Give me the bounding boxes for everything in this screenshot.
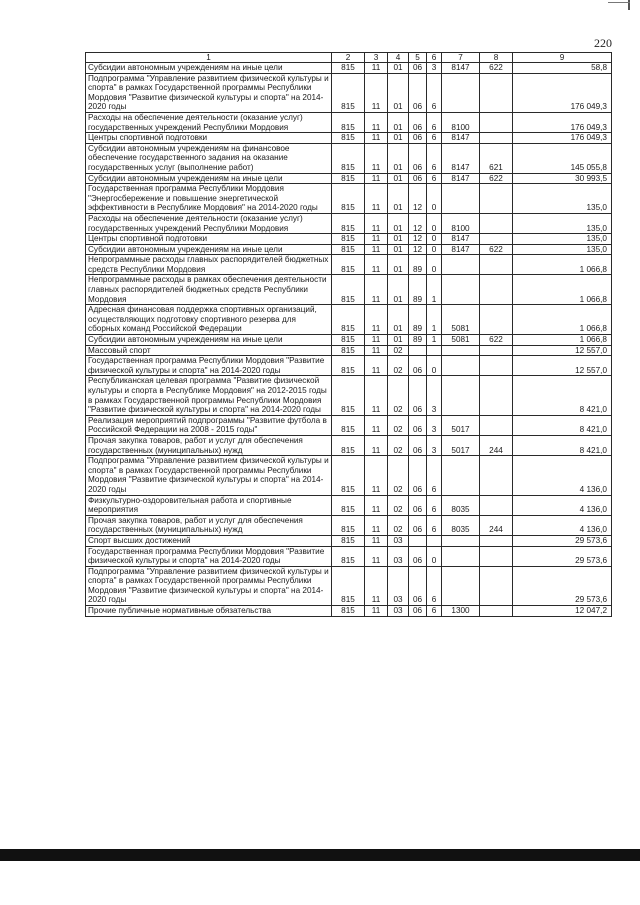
row-code-cell: 815 (332, 73, 365, 112)
row-name-cell: Субсидии автономным учреждениям на финансовое обеспечение государственного задания на оказание государственных услуг (выполнение работ) (86, 143, 332, 173)
scan-bottom-band (0, 849, 640, 861)
row-name-cell: Адресная финансовая поддержка спортивных организаций, осуществляющих подготовку спортивного резерва для сборных команд Российской Федерации (86, 305, 332, 335)
table-row (86, 184, 612, 214)
row-subprogram-cell: 6 (427, 566, 442, 605)
column-header: 4 (388, 53, 409, 63)
row-program-cell: 06 (409, 63, 427, 74)
row-amount-cell: 29 573,6 (513, 566, 612, 605)
row-name-cell: Центры спортивной подготовки (86, 234, 332, 245)
row-program-cell: 89 (409, 335, 427, 346)
row-subsection-cell: 03 (388, 535, 409, 546)
row-article-cell: 5017 (442, 435, 480, 455)
row-amount-cell: 135,0 (513, 234, 612, 245)
row-expense-type-cell (480, 415, 513, 435)
row-amount-cell: 4 136,0 (513, 456, 612, 495)
row-expense-type-cell: 622 (480, 173, 513, 184)
row-program-cell: 06 (409, 133, 427, 144)
column-header: 6 (427, 53, 442, 63)
row-name-cell: Прочие публичные нормативные обязательства (86, 606, 332, 617)
row-program-cell: 12 (409, 184, 427, 214)
row-code-cell: 815 (332, 63, 365, 74)
row-amount-cell: 8 421,0 (513, 376, 612, 415)
row-article-cell: 8100 (442, 112, 480, 132)
row-amount-cell: 1 066,8 (513, 335, 612, 346)
row-name-cell: Государственная программа Республики Мордовия "Развитие физической культуры и спорта" на 2014-2020 годы (86, 356, 332, 376)
row-section-cell: 11 (365, 345, 388, 356)
row-subsection-cell: 02 (388, 376, 409, 415)
row-subprogram-cell: 1 (427, 275, 442, 305)
table-row (86, 305, 612, 335)
row-article-cell (442, 255, 480, 275)
row-article-cell (442, 356, 480, 376)
column-header: 1 (86, 53, 332, 63)
row-section-cell: 11 (365, 143, 388, 173)
row-amount-cell: 12 047,2 (513, 606, 612, 617)
row-code-cell: 815 (332, 255, 365, 275)
row-expense-type-cell (480, 73, 513, 112)
row-subsection-cell: 02 (388, 356, 409, 376)
row-name-cell: Физкультурно-оздоровительная работа и спортивные мероприятия (86, 495, 332, 515)
row-program-cell: 06 (409, 112, 427, 132)
row-article-cell (442, 535, 480, 546)
row-code-cell: 815 (332, 456, 365, 495)
row-article-cell: 5081 (442, 335, 480, 346)
row-section-cell: 11 (365, 356, 388, 376)
row-article-cell: 8147 (442, 133, 480, 144)
row-program-cell: 12 (409, 244, 427, 255)
table-row (86, 566, 612, 605)
row-program-cell: 06 (409, 73, 427, 112)
row-name-cell: Массовый спорт (86, 345, 332, 356)
row-expense-type-cell (480, 133, 513, 144)
column-header: 2 (332, 53, 365, 63)
row-subprogram-cell: 0 (427, 546, 442, 566)
table-row (86, 495, 612, 515)
row-code-cell: 815 (332, 345, 365, 356)
row-name-cell: Прочая закупка товаров, работ и услуг для обеспечения государственных (муниципальных) нужд (86, 435, 332, 455)
row-article-cell: 8147 (442, 234, 480, 245)
row-subsection-cell: 01 (388, 305, 409, 335)
row-expense-type-cell: 244 (480, 435, 513, 455)
row-program-cell (409, 535, 427, 546)
row-subsection-cell: 01 (388, 73, 409, 112)
row-subprogram-cell: 1 (427, 335, 442, 346)
row-section-cell: 11 (365, 275, 388, 305)
row-subprogram-cell: 6 (427, 112, 442, 132)
row-program-cell: 89 (409, 275, 427, 305)
row-article-cell (442, 345, 480, 356)
row-amount-cell: 8 421,0 (513, 415, 612, 435)
row-name-cell: Прочая закупка товаров, работ и услуг для обеспечения государственных (муниципальных) нужд (86, 515, 332, 535)
row-article-cell (442, 456, 480, 495)
row-section-cell: 11 (365, 535, 388, 546)
row-program-cell (409, 345, 427, 356)
row-section-cell: 11 (365, 566, 388, 605)
column-header: 7 (442, 53, 480, 63)
row-expense-type-cell (480, 275, 513, 305)
row-subprogram-cell: 0 (427, 255, 442, 275)
table-row (86, 376, 612, 415)
row-article-cell (442, 376, 480, 415)
row-subprogram-cell: 0 (427, 184, 442, 214)
row-expense-type-cell (480, 345, 513, 356)
row-expense-type-cell: 622 (480, 335, 513, 346)
row-subprogram-cell: 6 (427, 606, 442, 617)
row-amount-cell: 12 557,0 (513, 356, 612, 376)
row-expense-type-cell (480, 356, 513, 376)
row-name-cell: Субсидии автономным учреждениям на иные цели (86, 173, 332, 184)
row-article-cell: 8147 (442, 244, 480, 255)
row-subsection-cell: 03 (388, 566, 409, 605)
row-amount-cell: 4 136,0 (513, 495, 612, 515)
row-article-cell: 1300 (442, 606, 480, 617)
row-article-cell: 8147 (442, 143, 480, 173)
row-article-cell: 8100 (442, 213, 480, 233)
row-name-cell: Государственная программа Республики Мордовия "Энергосбережение и повышение энергетической эффективности в Республике Мордовия" на 2014-2020 годы (86, 184, 332, 214)
row-code-cell: 815 (332, 184, 365, 214)
row-amount-cell: 1 066,8 (513, 305, 612, 335)
row-subprogram-cell: 6 (427, 515, 442, 535)
row-name-cell: Непрограммные расходы главных распорядителей бюджетных средств Республики Мордовия (86, 255, 332, 275)
table-row (86, 535, 612, 546)
row-subprogram-cell: 3 (427, 415, 442, 435)
row-article-cell: 8147 (442, 173, 480, 184)
row-subprogram-cell: 3 (427, 435, 442, 455)
column-header: 3 (365, 53, 388, 63)
row-section-cell: 11 (365, 255, 388, 275)
table-row (86, 546, 612, 566)
row-amount-cell: 135,0 (513, 213, 612, 233)
row-program-cell: 06 (409, 546, 427, 566)
row-code-cell: 815 (332, 606, 365, 617)
row-expense-type-cell (480, 255, 513, 275)
row-subprogram-cell: 6 (427, 133, 442, 144)
row-section-cell: 11 (365, 184, 388, 214)
row-name-cell: Государственная программа Республики Мордовия "Развитие физической культуры и спорта" на 2014-2020 годы (86, 546, 332, 566)
row-name-cell: Расходы на обеспечение деятельности (оказание услуг) государственных учреждений Республики Мордовия (86, 112, 332, 132)
row-name-cell: Субсидии автономным учреждениям на иные цели (86, 335, 332, 346)
budget-table (85, 52, 612, 617)
row-subsection-cell: 01 (388, 234, 409, 245)
row-expense-type-cell (480, 305, 513, 335)
row-subprogram-cell: 3 (427, 63, 442, 74)
row-subprogram-cell: 0 (427, 213, 442, 233)
row-program-cell: 89 (409, 255, 427, 275)
column-header: 5 (409, 53, 427, 63)
row-section-cell: 11 (365, 376, 388, 415)
row-expense-type-cell (480, 566, 513, 605)
row-code-cell: 815 (332, 234, 365, 245)
row-subsection-cell: 02 (388, 435, 409, 455)
row-code-cell: 815 (332, 515, 365, 535)
row-name-cell: Спорт высших достижений (86, 535, 332, 546)
table-row (86, 173, 612, 184)
table-row (86, 415, 612, 435)
row-amount-cell: 176 049,3 (513, 112, 612, 132)
row-expense-type-cell (480, 376, 513, 415)
row-section-cell: 11 (365, 244, 388, 255)
row-program-cell: 06 (409, 173, 427, 184)
row-subsection-cell: 01 (388, 112, 409, 132)
table-row (86, 234, 612, 245)
row-expense-type-cell: 622 (480, 63, 513, 74)
row-subsection-cell: 02 (388, 456, 409, 495)
row-name-cell: Подпрограмма "Управление развитием физической культуры и спорта" в рамках Государственной программы Республики Мордовия "Развитие физической культуры и спорта" на 2014-2020 годы (86, 73, 332, 112)
table-row (86, 606, 612, 617)
row-article-cell: 8147 (442, 63, 480, 74)
row-program-cell: 89 (409, 305, 427, 335)
row-subsection-cell: 02 (388, 415, 409, 435)
row-subsection-cell: 01 (388, 213, 409, 233)
row-amount-cell: 176 049,3 (513, 73, 612, 112)
row-expense-type-cell (480, 606, 513, 617)
row-subprogram-cell: 6 (427, 143, 442, 173)
row-program-cell: 12 (409, 213, 427, 233)
row-expense-type-cell (480, 234, 513, 245)
table-row (86, 515, 612, 535)
row-subprogram-cell: 3 (427, 376, 442, 415)
row-name-cell: Субсидии автономным учреждениям на иные цели (86, 244, 332, 255)
row-section-cell: 11 (365, 546, 388, 566)
row-subsection-cell: 01 (388, 63, 409, 74)
row-code-cell: 815 (332, 415, 365, 435)
row-amount-cell: 29 573,6 (513, 546, 612, 566)
row-code-cell: 815 (332, 335, 365, 346)
row-subprogram-cell: 0 (427, 234, 442, 245)
row-subsection-cell: 02 (388, 345, 409, 356)
row-amount-cell: 12 557,0 (513, 345, 612, 356)
row-code-cell: 815 (332, 112, 365, 132)
table-row (86, 63, 612, 74)
table-row (86, 244, 612, 255)
row-subsection-cell: 03 (388, 546, 409, 566)
row-subprogram-cell (427, 535, 442, 546)
row-section-cell: 11 (365, 495, 388, 515)
row-code-cell: 815 (332, 435, 365, 455)
row-subprogram-cell: 6 (427, 173, 442, 184)
row-expense-type-cell (480, 112, 513, 132)
scan-corner-line (608, 2, 630, 3)
row-subprogram-cell: 6 (427, 456, 442, 495)
row-amount-cell: 58,8 (513, 63, 612, 74)
row-subprogram-cell: 6 (427, 495, 442, 515)
row-subsection-cell: 02 (388, 495, 409, 515)
row-subsection-cell: 02 (388, 515, 409, 535)
row-article-cell: 8035 (442, 515, 480, 535)
row-program-cell: 06 (409, 515, 427, 535)
row-section-cell: 11 (365, 213, 388, 233)
row-code-cell: 815 (332, 133, 365, 144)
table-row (86, 73, 612, 112)
row-program-cell: 06 (409, 456, 427, 495)
row-name-cell: Реализация мероприятий подпрограммы "Развитие футбола в Российской Федерации на 2008 - 2015 годы" (86, 415, 332, 435)
page-number: 220 (594, 36, 612, 50)
row-subprogram-cell: 6 (427, 73, 442, 112)
row-article-cell: 8035 (442, 495, 480, 515)
row-name-cell: Непрограммные расходы в рамках обеспечения деятельности главных распорядителей бюджетных средств Республики Мордовия (86, 275, 332, 305)
row-amount-cell: 145 055,8 (513, 143, 612, 173)
row-code-cell: 815 (332, 275, 365, 305)
row-program-cell: 06 (409, 376, 427, 415)
table-row (86, 456, 612, 495)
row-section-cell: 11 (365, 133, 388, 144)
row-subsection-cell: 01 (388, 335, 409, 346)
column-header: 8 (480, 53, 513, 63)
row-program-cell: 06 (409, 143, 427, 173)
row-subprogram-cell: 1 (427, 305, 442, 335)
row-code-cell: 815 (332, 495, 365, 515)
row-program-cell: 12 (409, 234, 427, 245)
row-code-cell: 815 (332, 305, 365, 335)
row-amount-cell: 135,0 (513, 244, 612, 255)
row-section-cell: 11 (365, 515, 388, 535)
row-section-cell: 11 (365, 63, 388, 74)
row-amount-cell: 30 993,5 (513, 173, 612, 184)
row-section-cell: 11 (365, 173, 388, 184)
row-program-cell: 06 (409, 435, 427, 455)
row-amount-cell: 8 421,0 (513, 435, 612, 455)
row-subsection-cell: 01 (388, 275, 409, 305)
row-subsection-cell: 01 (388, 244, 409, 255)
row-article-cell (442, 184, 480, 214)
row-section-cell: 11 (365, 435, 388, 455)
row-section-cell: 11 (365, 234, 388, 245)
row-name-cell: Подпрограмма "Управление развитием физической культуры и спорта" в рамках Государственной программы Республики Мордовия "Развитие физической культуры и спорта" на 2014-2020 годы (86, 566, 332, 605)
row-subsection-cell: 01 (388, 173, 409, 184)
table-row (86, 356, 612, 376)
row-code-cell: 815 (332, 356, 365, 376)
row-code-cell: 815 (332, 535, 365, 546)
row-article-cell (442, 566, 480, 605)
row-expense-type-cell (480, 184, 513, 214)
row-section-cell: 11 (365, 335, 388, 346)
row-article-cell (442, 275, 480, 305)
row-section-cell: 11 (365, 305, 388, 335)
row-expense-type-cell: 244 (480, 515, 513, 535)
row-amount-cell: 135,0 (513, 184, 612, 214)
row-program-cell: 06 (409, 415, 427, 435)
row-amount-cell: 4 136,0 (513, 515, 612, 535)
row-section-cell: 11 (365, 415, 388, 435)
row-section-cell: 11 (365, 112, 388, 132)
row-expense-type-cell (480, 495, 513, 515)
row-expense-type-cell (480, 213, 513, 233)
row-code-cell: 815 (332, 213, 365, 233)
table-row (86, 275, 612, 305)
row-subsection-cell: 01 (388, 143, 409, 173)
row-expense-type-cell: 622 (480, 244, 513, 255)
row-name-cell: Субсидии автономным учреждениям на иные цели (86, 63, 332, 74)
table-row (86, 213, 612, 233)
row-expense-type-cell (480, 546, 513, 566)
row-program-cell: 06 (409, 606, 427, 617)
row-subsection-cell: 03 (388, 606, 409, 617)
row-section-cell: 11 (365, 73, 388, 112)
table-row (86, 335, 612, 346)
row-expense-type-cell (480, 535, 513, 546)
row-code-cell: 815 (332, 143, 365, 173)
table-row (86, 345, 612, 356)
row-amount-cell: 176 049,3 (513, 133, 612, 144)
row-code-cell: 815 (332, 173, 365, 184)
table-row (86, 255, 612, 275)
row-subprogram-cell: 0 (427, 356, 442, 376)
row-code-cell: 815 (332, 244, 365, 255)
row-article-cell (442, 546, 480, 566)
row-article-cell (442, 73, 480, 112)
column-header: 9 (513, 53, 612, 63)
row-program-cell: 06 (409, 566, 427, 605)
row-section-cell: 11 (365, 606, 388, 617)
row-article-cell: 5017 (442, 415, 480, 435)
row-subsection-cell: 01 (388, 184, 409, 214)
row-program-cell: 06 (409, 495, 427, 515)
table-row (86, 133, 612, 144)
row-amount-cell: 1 066,8 (513, 275, 612, 305)
row-section-cell: 11 (365, 456, 388, 495)
table-row (86, 435, 612, 455)
row-name-cell: Расходы на обеспечение деятельности (оказание услуг) государственных учреждений Республики Мордовия (86, 213, 332, 233)
table-header-row (86, 53, 612, 63)
table-body (86, 63, 612, 617)
row-article-cell: 5081 (442, 305, 480, 335)
row-amount-cell: 29 573,6 (513, 535, 612, 546)
table-row (86, 143, 612, 173)
row-expense-type-cell: 621 (480, 143, 513, 173)
row-amount-cell: 1 066,8 (513, 255, 612, 275)
row-subsection-cell: 01 (388, 133, 409, 144)
row-name-cell: Республиканская целевая программа "Развитие физической культуры и спорта в Республике Мордовия" на 2012-2015 годы в рамках Государственной программы Республики Мордовия "Развитие физической культуры и спорта" на 2014-2020 годы (86, 376, 332, 415)
row-subprogram-cell (427, 345, 442, 356)
row-code-cell: 815 (332, 546, 365, 566)
row-subsection-cell: 01 (388, 255, 409, 275)
row-name-cell: Подпрограмма "Управление развитием физической культуры и спорта" в рамках Государственной программы Республики Мордовия "Развитие физической культуры и спорта" на 2014-2020 годы (86, 456, 332, 495)
row-code-cell: 815 (332, 566, 365, 605)
row-program-cell: 06 (409, 356, 427, 376)
row-subprogram-cell: 0 (427, 244, 442, 255)
table-row (86, 112, 612, 132)
row-expense-type-cell (480, 456, 513, 495)
row-name-cell: Центры спортивной подготовки (86, 133, 332, 144)
row-code-cell: 815 (332, 376, 365, 415)
